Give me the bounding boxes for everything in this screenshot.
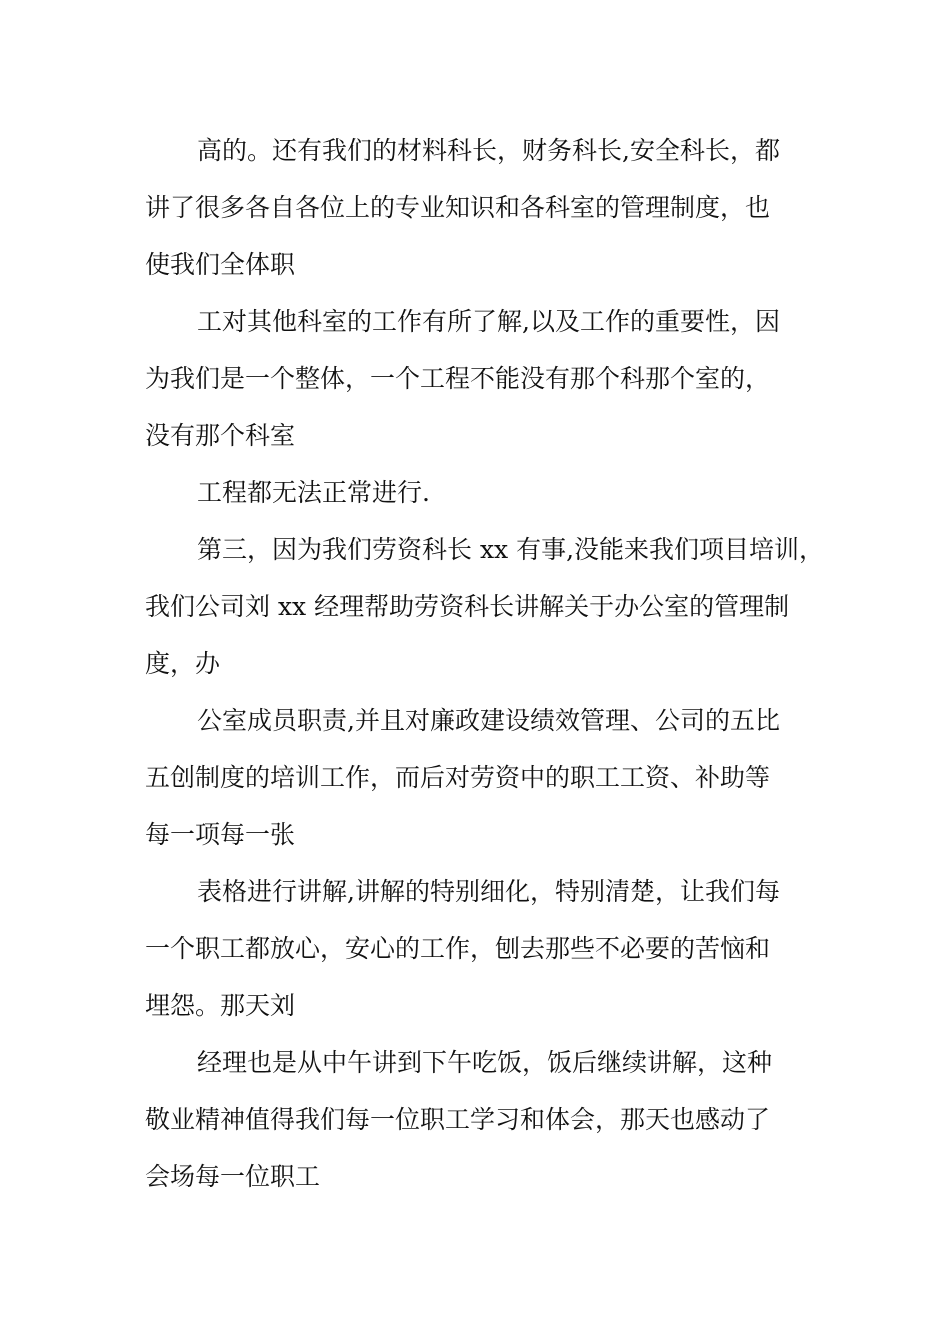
paragraph-6 (145, 863, 825, 1034)
text-line: 度，办 (145, 649, 221, 678)
paragraph-1 (145, 122, 825, 293)
text-line: 五创制度的培训工作，而后对劳资中的职工工资、补助等 (145, 763, 771, 792)
text-line: 会场每一位职工 (145, 1162, 321, 1191)
text-line: 一个职工都放心，安心的工作，刨去那些不必要的苦恼和 (145, 934, 771, 963)
text-line: 高的。还有我们的材料科长，财务科长,安全科长，都 (197, 136, 780, 165)
text-line: 第三，因为我们劳资科长 xx 有事,没能来我们项目培训， (197, 535, 825, 564)
text-line: 使我们全体职 (145, 250, 296, 279)
paragraph-2 (145, 293, 825, 464)
text-line: 敬业精神值得我们每一位职工学习和体会，那天也感动了 (145, 1105, 771, 1134)
text-line: 埋怨。那天刘 (145, 991, 296, 1020)
text-line: 为我们是一个整体，一个工程不能没有那个科那个室的， (145, 364, 771, 393)
paragraph-4 (145, 521, 825, 692)
text-line: 讲了很多各自各位上的专业知识和各科室的管理制度，也 (145, 193, 771, 222)
text-line: 每一项每一张 (145, 820, 296, 849)
paragraph-7 (145, 1034, 825, 1205)
document-body (145, 122, 825, 1205)
text-line: 公室成员职责,并且对廉政建设绩效管理、公司的五比 (197, 706, 780, 735)
paragraph-3 (145, 464, 825, 521)
text-line: 经理也是从中午讲到下午吃饭，饭后继续讲解，这种 (197, 1048, 773, 1077)
text-line: 没有那个科室 (145, 421, 296, 450)
text-line: 工程都无法正常进行. (197, 478, 430, 507)
paragraph-5 (145, 692, 825, 863)
text-line: 表格进行讲解,讲解的特别细化，特别清楚，让我们每 (197, 877, 780, 906)
text-line: 我们公司刘 xx 经理帮助劳资科长讲解关于办公室的管理制 (145, 592, 790, 621)
text-line: 工对其他科室的工作有所了解,以及工作的重要性，因 (197, 307, 780, 336)
